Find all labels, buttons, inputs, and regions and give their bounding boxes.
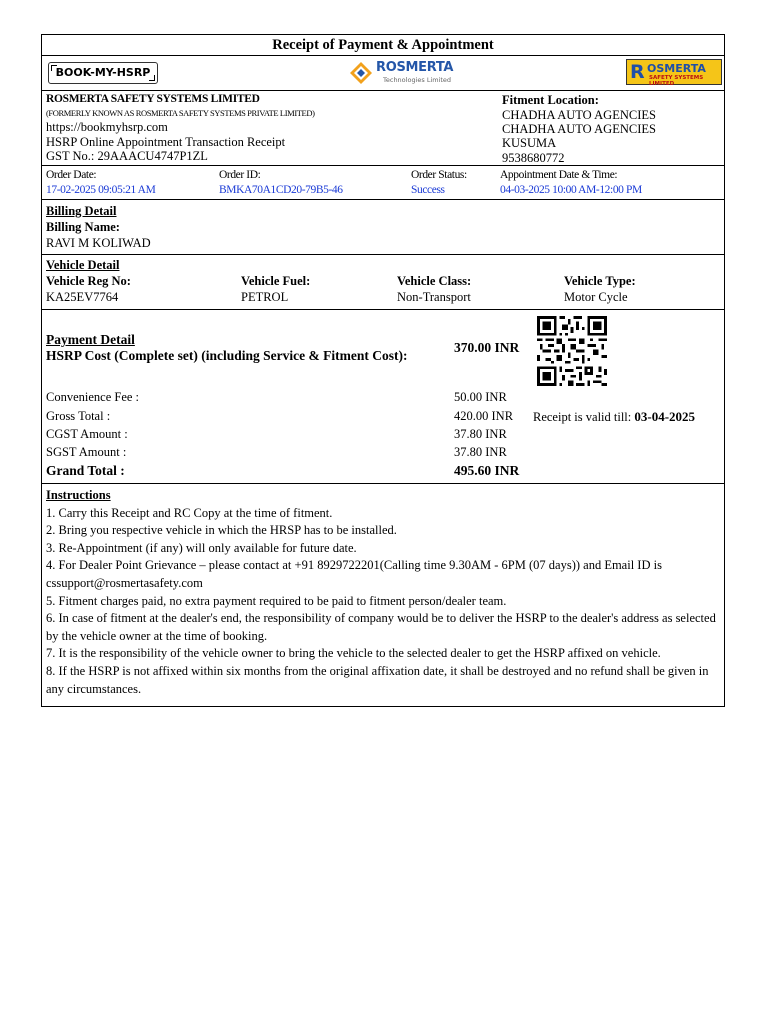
vehicle-class-label: Vehicle Class: (397, 274, 472, 288)
order-date-label: Order Date: (46, 169, 97, 181)
validity-note (533, 409, 695, 425)
vehicle-section (42, 254, 724, 309)
instruction-item: 6. In case of fitment at the dealer's end, the responsibility of company would be to deliver the HSRP to the dealer's address as selected by the vehicle owner at the time of booking. (46, 611, 716, 643)
grand-total-label: Grand Total : (46, 463, 125, 478)
validity-date: 03-04-2025 (634, 409, 696, 424)
vehicle-type-value: Motor Cycle (564, 290, 628, 304)
company-website[interactable]: https://bookmyhsrp.com (46, 120, 168, 134)
company-section (42, 90, 724, 165)
receipt (41, 34, 725, 707)
instructions-section (42, 483, 724, 706)
gst-number: GST No.: 29AAACU4747P1ZL (46, 149, 208, 163)
billing-title: Billing Detail (46, 204, 117, 218)
vehicle-title: Vehicle Detail (46, 258, 120, 272)
fitment-line-1: CHADHA AUTO AGENCIES (502, 108, 656, 122)
rosmerta-mark-icon (349, 61, 373, 85)
appointment-label: Appointment Date & Time: (500, 169, 618, 181)
cgst-label: CGST Amount : (46, 427, 128, 441)
billing-section (42, 199, 724, 254)
fitment-line-2: CHADHA AUTO AGENCIES (502, 122, 656, 136)
billing-name-label: Billing Name: (46, 220, 120, 234)
vehicle-reg-label: Vehicle Reg No: (46, 274, 131, 288)
rosmerta-safety-logo: R OSMERTA SAFETY SYSTEMS LIMITED (626, 59, 722, 85)
order-status-value: Success (411, 184, 445, 196)
company-formerly: (FORMERLY KNOWN AS ROSMERTA SAFETY SYSTEMS PRIVATE LIMITED) (46, 108, 315, 118)
billing-name-value: RAVI M KOLIWAD (46, 236, 151, 250)
fitment-label: Fitment Location: (502, 93, 599, 107)
gross-total-value: 420.00 INR (454, 409, 514, 423)
vehicle-type-label: Vehicle Type: (564, 274, 636, 288)
order-id-value: BMKA70A1CD20-79B5-46 (219, 184, 343, 196)
payment-section (42, 309, 724, 483)
vehicle-reg-value: KA25EV7764 (46, 290, 119, 304)
receipt-title: Receipt of Payment & Appointment (42, 35, 724, 56)
qr-code-icon (537, 316, 607, 386)
order-section (42, 165, 724, 199)
order-status-label: Order Status: (411, 169, 467, 181)
hsrp-cost-label: HSRP Cost (Complete set) (including Service & Fitment Cost): (46, 348, 408, 363)
instructions-title: Instructions (46, 488, 111, 502)
company-name: ROSMERTA SAFETY SYSTEMS LIMITED (46, 93, 260, 105)
convenience-fee-label: Convenience Fee : (46, 390, 140, 404)
vehicle-fuel-value: PETROL (241, 290, 289, 304)
fitment-phone: 9538680772 (502, 151, 565, 165)
validity-label: Receipt is valid till: (533, 410, 632, 424)
instruction-item: 7. It is the responsibility of the vehicle owner to bring the vehicle to the selected dealer to get the HSRP affixed on vehicle. (46, 646, 661, 661)
vehicle-class-value: Non-Transport (397, 290, 471, 304)
vehicle-fuel-label: Vehicle Fuel: (241, 274, 311, 288)
cgst-value: 37.80 INR (454, 427, 507, 441)
receipt-type: HSRP Online Appointment Transaction Receipt (46, 135, 286, 149)
gross-total-label: Gross Total : (46, 409, 111, 423)
instruction-item: 8. If the HSRP is not affixed within six months from the original affixation date, it shall be destroyed and no refund shall be given in any circumstances. (46, 663, 709, 696)
instruction-item: 5. Fitment charges paid, no extra payment required to be paid to fitment person/dealer team. (46, 593, 507, 608)
logo-row (42, 56, 724, 90)
order-id-label: Order ID: (219, 169, 261, 181)
rosmerta-r-icon: R (630, 61, 645, 83)
instruction-item: 1. Carry this Receipt and RC Copy at the time of fitment. (46, 505, 333, 520)
convenience-fee-value: 50.00 INR (454, 390, 507, 404)
fitment-line-3: KUSUMA (502, 136, 557, 150)
appointment-value: 04-03-2025 10:00 AM-12:00 PM (500, 184, 642, 196)
rosmerta-technologies-logo: ROSMERTA Technologies Limited (349, 59, 459, 87)
book-my-hsrp-logo: BOOK-MY-HSRP (48, 62, 158, 84)
hsrp-cost-value: 370.00 INR (454, 340, 520, 355)
sgst-value: 37.80 INR (454, 445, 507, 459)
payment-title: Payment Detail (46, 332, 135, 347)
instruction-item: 4. For Dealer Point Grievance – please contact at +91 8929722201(Calling time 9.30AM - 6PM (07 days)) and Email ID is cssupport@rosmertasafety.com (46, 558, 662, 590)
grand-total-value: 495.60 INR (454, 463, 520, 478)
instruction-item: 3. Re-Appointment (if any) will only available for future date. (46, 540, 357, 555)
order-date-value: 17-02-2025 09:05:21 AM (46, 184, 156, 196)
sgst-label: SGST Amount : (46, 445, 127, 459)
instruction-item: 2. Bring you respective vehicle in which the HRSP has to be installed. (46, 523, 397, 538)
